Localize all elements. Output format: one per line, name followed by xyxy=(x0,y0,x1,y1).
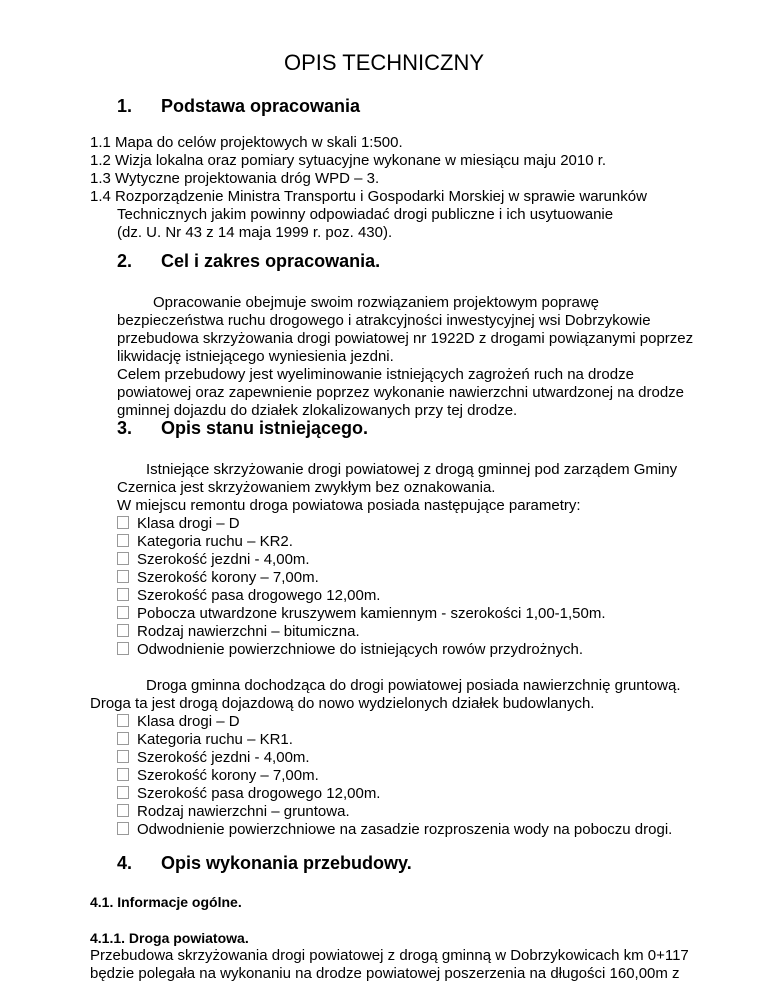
s1-item-4-cont-2: (dz. U. Nr 43 z 14 maja 1999 r. poz. 430). xyxy=(117,224,393,241)
s4-line-1: Przebudowa skrzyżowania drogi powiatowej z drogą gminną w Dobrzykowicach km 0+117 xyxy=(90,947,689,964)
s3-list1-item-1: Klasa drogi – D xyxy=(117,515,240,533)
s2-line-4: likwidację istniejącego wyniesienia jezdni. xyxy=(117,348,394,365)
section-4-title: Opis wykonania przebudowy. xyxy=(161,853,412,873)
s3-list2-item-5: Szerokość pasa drogowego 12,00m. xyxy=(117,785,380,803)
s4-line-2: będzie polegała na wykonaniu na drodze powiatowej poszerzenia na długości 160,00m z xyxy=(90,965,680,982)
bullet-box-icon xyxy=(117,750,129,763)
s3-list2-item-6: Rodzaj nawierzchni – gruntowa. xyxy=(117,803,350,821)
s4-subheading-2: 4.1.1. Droga powiatowa. xyxy=(90,930,249,946)
s2-line-1: Opracowanie obejmuje swoim rozwiązaniem projektowym poprawę xyxy=(153,294,600,311)
s3-list1-item-4: Szerokość korony – 7,00m. xyxy=(117,569,319,587)
section-3-number: 3. xyxy=(117,418,133,438)
s3-intro-3: W miejscu remontu droga powiatowa posiada następujące parametry: xyxy=(117,497,581,514)
s3-list2-item-1: Klasa drogi – D xyxy=(117,713,240,731)
section-3-title: Opis stanu istniejącego. xyxy=(161,418,369,438)
s3-para2-line-1: Droga gminna dochodząca do drogi powiatowej posiada nawierzchnię gruntową. xyxy=(146,677,681,694)
s3-para2-line-2: Droga ta jest drogą dojazdową do nowo wydzielonych działek budowlanych. xyxy=(90,695,595,712)
section-1-title: Podstawa opracowania xyxy=(161,96,361,116)
bullet-box-icon xyxy=(117,732,129,745)
bullet-box-icon xyxy=(117,588,129,601)
bullet-box-icon xyxy=(117,516,129,529)
s2-line-2: bezpieczeństwa ruchu drogowego i atrakcyjności inwestycyjnej wsi Dobrzykowie xyxy=(117,312,651,329)
bullet-box-icon xyxy=(117,768,129,781)
s3-list2-item-2: Kategoria ruchu – KR1. xyxy=(117,731,293,749)
s1-item-2: 1.2 Wizja lokalna oraz pomiary sytuacyjne wykonane w miesiącu maju 2010 r. xyxy=(90,152,607,169)
section-2-title: Cel i zakres opracowania. xyxy=(161,251,381,271)
s1-item-3: 1.3 Wytyczne projektowania dróg WPD – 3. xyxy=(90,170,380,187)
bullet-box-icon xyxy=(117,624,129,637)
s1-item-1: 1.1 Mapa do celów projektowych w skali 1:500. xyxy=(90,134,403,151)
s2-line-3: przebudowa skrzyżowania drogi powiatowej nr 1922D z drogami powiązanymi poprzez xyxy=(117,330,694,347)
s3-list2-item-3: Szerokość jezdni - 4,00m. xyxy=(117,749,310,767)
bullet-box-icon xyxy=(117,786,129,799)
s3-intro-2: Czernica jest skrzyżowaniem zwykłym bez oznakowania. xyxy=(117,479,496,496)
section-1-number: 1. xyxy=(117,96,133,116)
bullet-box-icon xyxy=(117,552,129,565)
section-4-number: 4. xyxy=(117,853,133,873)
s3-list1-item-6: Pobocza utwardzone kruszywem kamiennym - szerokości 1,00-1,50m. xyxy=(117,605,606,623)
s3-list2-item-4: Szerokość korony – 7,00m. xyxy=(117,767,319,785)
bullet-box-icon xyxy=(117,606,129,619)
s3-list1-item-5: Szerokość pasa drogowego 12,00m. xyxy=(117,587,380,605)
s4-subheading-1: 4.1. Informacje ogólne. xyxy=(90,894,242,910)
s1-item-4-cont-1: Technicznych jakim powinny odpowiadać drogi publiczne i ich usytuowanie xyxy=(117,206,614,223)
bullet-box-icon xyxy=(117,642,129,655)
s2-line-5: Celem przebudowy jest wyeliminowanie istniejących zagrożeń ruch na drodze xyxy=(117,366,634,383)
s2-line-6: powiatowej oraz zapewnienie poprzez wykonanie nawierzchni utwardzonej na drodze xyxy=(117,384,684,401)
bullet-box-icon xyxy=(117,534,129,547)
s3-list1-item-7: Rodzaj nawierzchni – bitumiczna. xyxy=(117,623,360,641)
s3-intro-1: Istniejące skrzyżowanie drogi powiatowej z drogą gminnej pod zarządem Gminy xyxy=(146,461,678,478)
bullet-box-icon xyxy=(117,570,129,583)
s3-list1-item-3: Szerokość jezdni - 4,00m. xyxy=(117,551,310,569)
s2-line-7: gminnej dojazdu do działek zlokalizowanych przy tej drodze. xyxy=(117,402,518,419)
page-title: OPIS TECHNICZNY xyxy=(283,50,485,75)
bullet-box-icon xyxy=(117,804,129,817)
section-2-number: 2. xyxy=(117,251,133,271)
bullet-box-icon xyxy=(117,822,129,835)
bullet-box-icon xyxy=(117,714,129,727)
s1-item-4: 1.4 Rozporządzenie Ministra Transportu i Gospodarki Morskiej w sprawie warunków xyxy=(90,188,647,205)
s3-list1-item-8: Odwodnienie powierzchniowe do istniejących rowów przydrożnych. xyxy=(117,641,583,659)
s3-list2-item-7: Odwodnienie powierzchniowe na zasadzie rozproszenia wody na poboczu drogi. xyxy=(117,821,672,839)
s3-list1-item-2: Kategoria ruchu – KR2. xyxy=(117,533,293,551)
